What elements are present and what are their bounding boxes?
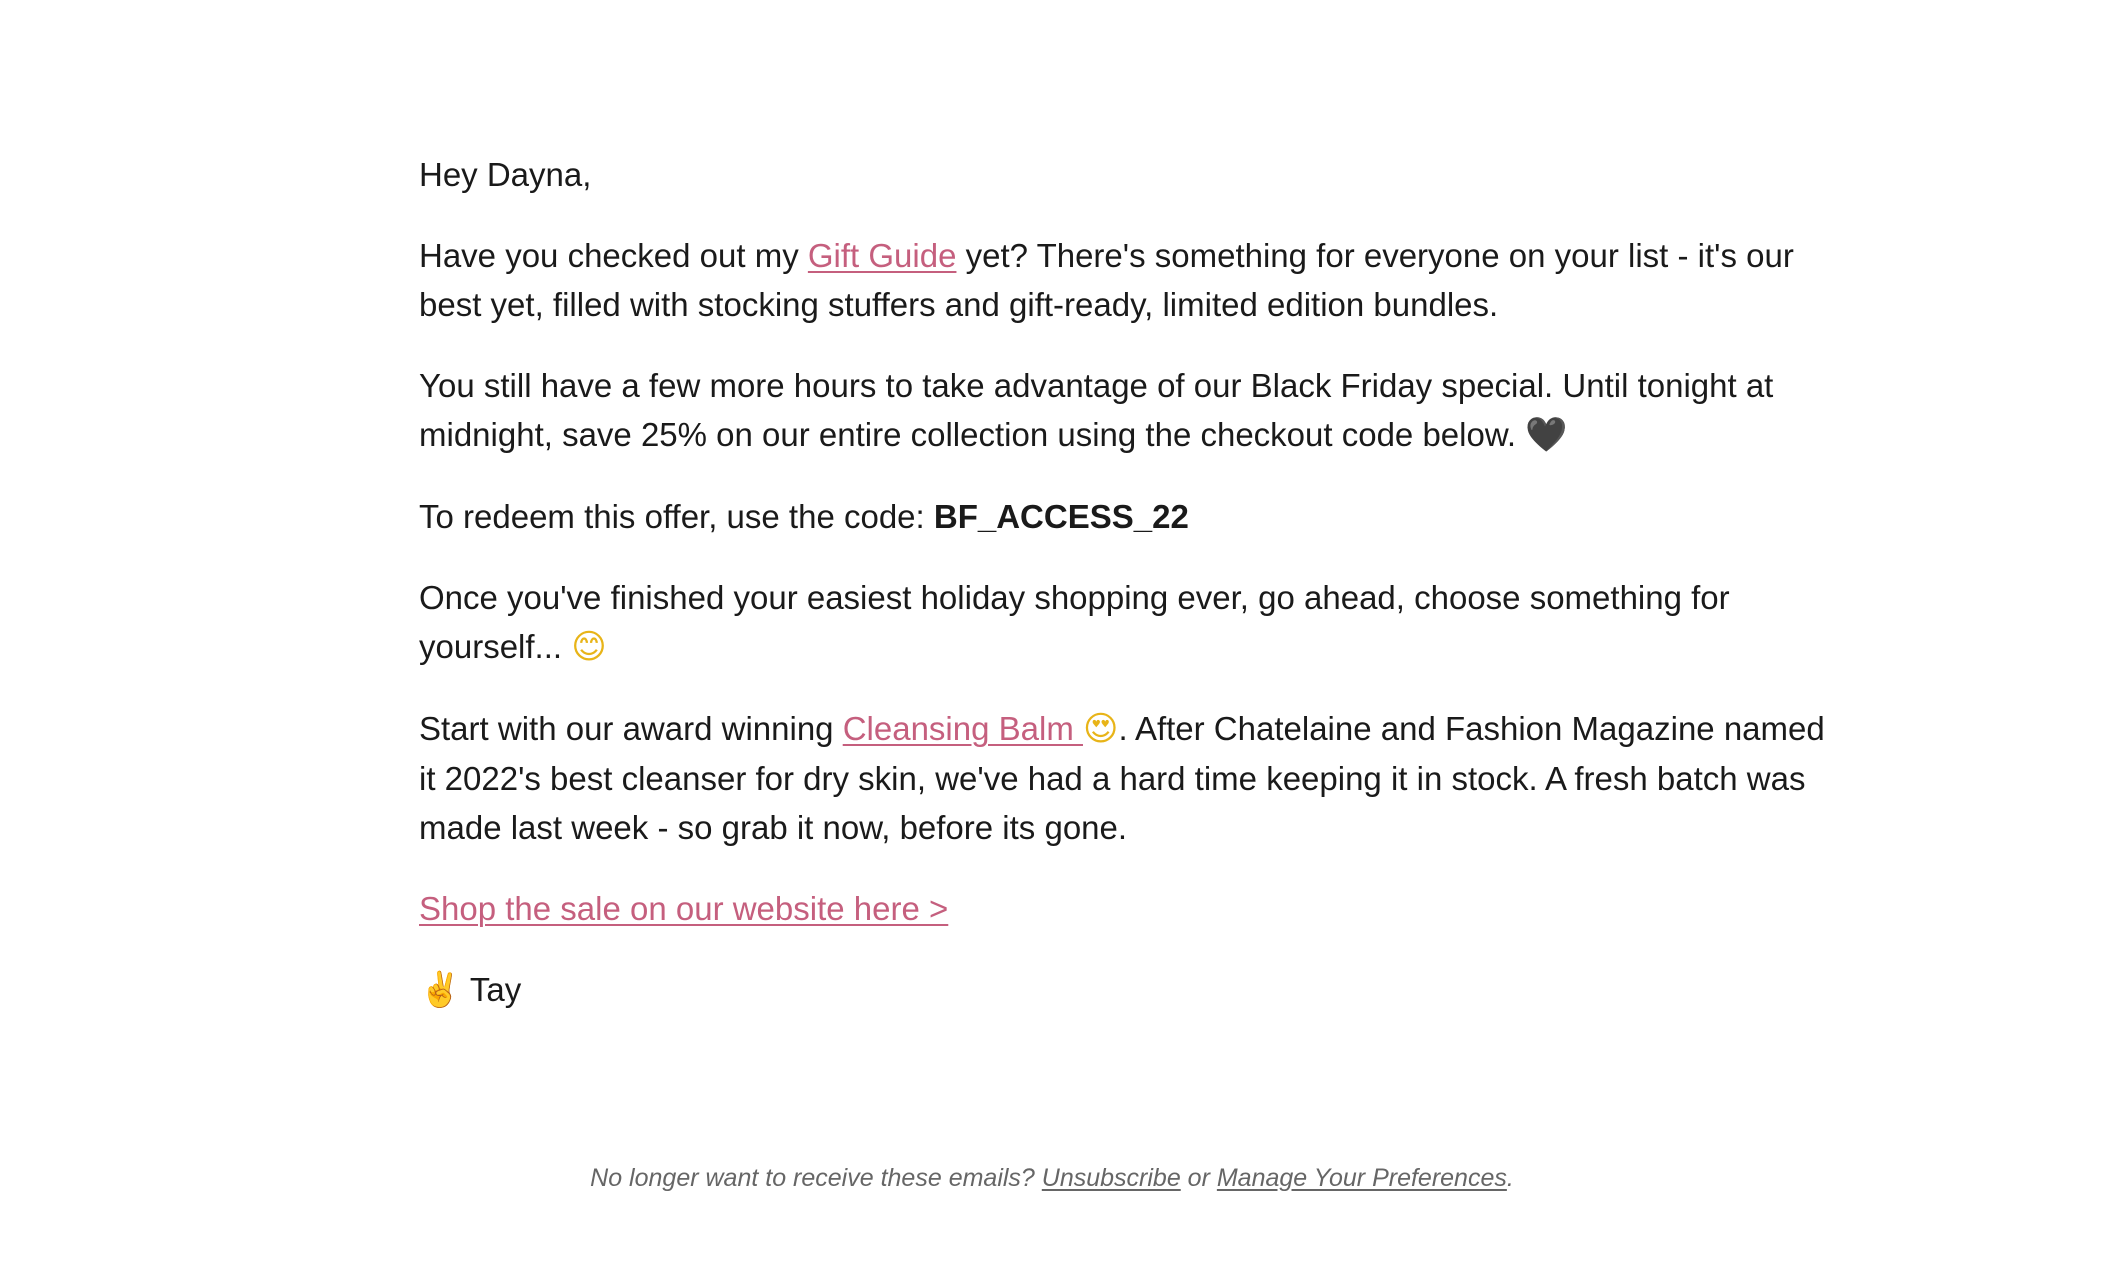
holiday-text: Once you've finished your easiest holiday shopping ever, go ahead, choose something for yourself... <box>419 579 1730 665</box>
footer-text: No longer want to receive these emails? <box>590 1164 1042 1192</box>
gift-guide-text-after: yet? There's something for everyone on your list - it's our best yet, filled with stocking stuffers and gift-ready, limited edition bundles. <box>419 237 1794 323</box>
cleansing-balm-text-after: . After Chatelaine and Fashion Magazine named it 2022's best cleanser for dry skin, we've had a hard time keeping it in stock. A fresh batch was made last week - so grab it now, before its gone. <box>419 710 1825 846</box>
heart-eyes-icon: 😍 <box>1082 709 1119 749</box>
redeem-paragraph <box>419 492 1839 541</box>
signoff <box>419 965 1839 1015</box>
manage-preferences-link[interactable]: Manage Your Preferences <box>1216 1164 1507 1192</box>
greeting: Hey Dayna, <box>419 156 592 193</box>
black-heart-icon: 🖤 <box>1525 415 1568 455</box>
black-friday-text: You still have a few more hours to take advantage of our Black Friday special. Until tonight at midnight, save 25% on our entire collection using the checkout code below. <box>419 367 1774 453</box>
redeem-text: To redeem this offer, use the code: <box>419 498 934 535</box>
victory-hand-icon: ✌️ <box>419 970 462 1010</box>
holiday-paragraph <box>419 573 1839 672</box>
footer-or: or <box>1180 1164 1217 1192</box>
shop-sale-link[interactable]: Shop the sale on our website here > <box>419 890 949 927</box>
email-footer <box>0 1160 2104 1196</box>
discount-code: BF_ACCESS_22 <box>933 498 1189 535</box>
smiling-face-icon: 😊 <box>571 627 607 667</box>
cleansing-balm-paragraph <box>419 704 1839 852</box>
email-body <box>419 150 1839 1047</box>
footer-period: . <box>1506 1164 1514 1192</box>
gift-guide-link[interactable]: Gift Guide <box>807 237 957 274</box>
signoff-name: Tay <box>461 971 522 1008</box>
shop-paragraph <box>419 884 1839 933</box>
gift-guide-paragraph <box>419 231 1839 329</box>
gift-guide-text-before: Have you checked out my <box>419 237 808 274</box>
cleansing-balm-link[interactable]: Cleansing Balm <box>842 710 1083 747</box>
cleansing-balm-text-before: Start with our award winning <box>419 710 843 747</box>
black-friday-paragraph <box>419 361 1839 460</box>
unsubscribe-link[interactable]: Unsubscribe <box>1041 1164 1181 1192</box>
